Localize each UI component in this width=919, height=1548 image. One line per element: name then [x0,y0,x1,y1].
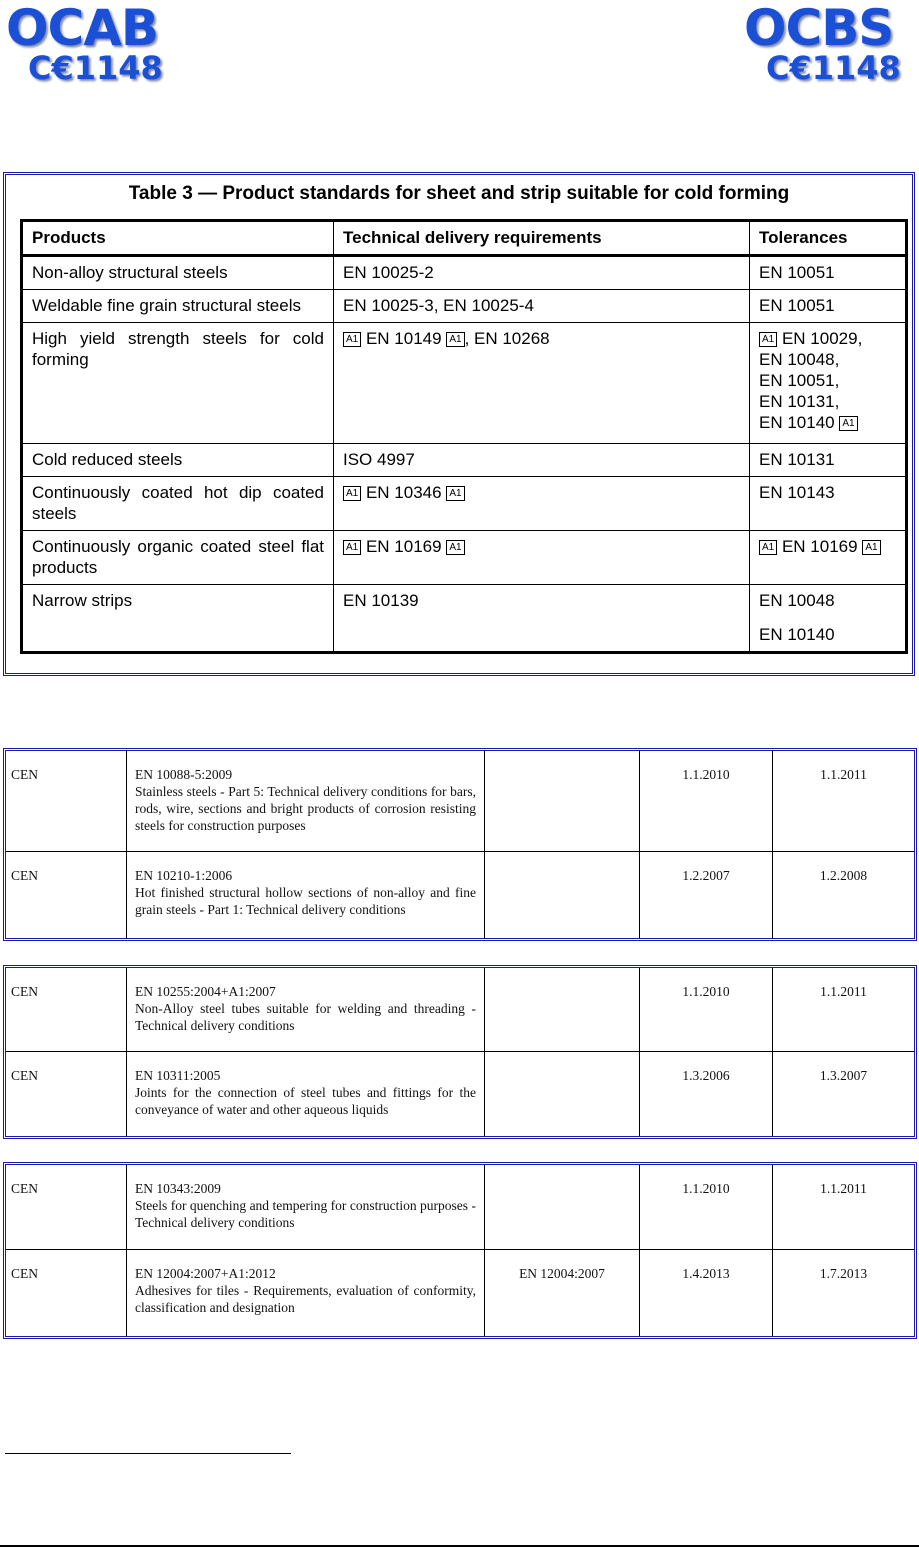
ocab-logo [6,2,181,92]
standard-title: Hot finished structural hollow sections of non-alloy and fine grain steels - Part 1: Technical delivery conditions [135,884,476,917]
cell-technical: EN 10025-3, EN 10025-4 [334,290,750,323]
table-row [22,323,907,444]
standard-ref-extra: , EN 10268 [464,329,550,348]
cell-products: Continuously organic coated steel flat products [22,531,334,585]
cell-date-end: 1.1.2011 [773,751,915,851]
tolerance-line: EN 10131, [759,392,840,411]
amendment-end-mark: A1 [862,540,880,555]
cell-date-end: 1.2.2008 [773,851,915,938]
cell-superseded: EN 12004:2007 [485,1249,640,1336]
cell-org: CEN [6,1051,127,1136]
cell-org: CEN [6,751,127,851]
cell-technical: ISO 4997 [334,444,750,477]
table-row [6,1165,914,1249]
cell-products: High yield strength steels for cold forming [22,323,334,444]
cell-products: Cold reduced steels [22,444,334,477]
table-row [22,290,907,323]
table-row [22,256,907,290]
standard-ref: EN 10210-1:2006 [135,867,233,883]
table-row [6,1249,914,1336]
cell-tolerances: EN 10143 [750,477,907,531]
footnote-separator [5,1453,291,1454]
cell-tolerances [750,585,907,653]
table-header-row [22,221,907,256]
tolerance-line: EN 10048 [759,591,835,610]
table-row [6,968,914,1051]
tolerance-line: EN 10048, [759,350,840,369]
cell-products: Non-alloy structural steels [22,256,334,290]
cell-date-coexistence: 1.2.2007 [640,851,773,938]
cell-org: CEN [6,1165,127,1249]
page-bottom-rule [0,1545,919,1547]
standard-title: Stainless steels - Part 5: Technical delivery conditions for bars, rods, wire, sections and bright products of corrosion resisting steels for construction purposes [135,784,476,833]
cell-date-end: 1.1.2011 [773,1165,915,1249]
header-tolerances: Tolerances [750,221,907,256]
table-row [22,585,907,653]
cell-technical: EN 10025-2 [334,256,750,290]
ce-mark: C€1148 [766,49,901,87]
amendment-end-mark: A1 [446,332,464,347]
cell-technical: EN 10139 [334,585,750,653]
cell-date-coexistence: 1.3.2006 [640,1051,773,1136]
cell-superseded [485,751,640,851]
cell-superseded [485,968,640,1051]
cell-standard [127,751,485,851]
cell-superseded [485,1051,640,1136]
cell-technical [334,531,750,585]
cen-table [6,1165,914,1336]
ce-number: 1148 [73,49,163,87]
cell-superseded [485,851,640,938]
tolerance-line: EN 10029, [781,329,863,348]
amendment-end-mark: A1 [446,486,464,501]
cell-org: CEN [6,851,127,938]
standard-ref: EN 10346 [365,483,442,502]
cen-table [6,968,914,1136]
table-row [6,1051,914,1136]
cen-standards-table-3 [3,1162,917,1339]
cell-date-coexistence: 1.1.2010 [640,968,773,1051]
header-products: Products [22,221,334,256]
standard-title: Joints for the connection of steel tubes and fittings for the conveyance of water and other aqueous liquids [135,1084,476,1117]
logo-title: OCBS [744,0,894,57]
standard-ref: EN 10255:2004+A1:2007 [135,984,276,999]
cell-tolerances: EN 10051 [750,256,907,290]
cell-standard [127,851,485,938]
cell-standard [127,1249,485,1336]
amendment-start-mark: A1 [343,332,361,347]
cell-products: Continuously coated hot dip coated steels [22,477,334,531]
amendment-end-mark: A1 [446,540,464,555]
table-row [6,851,914,938]
cen-standards-table-2 [3,965,917,1139]
table-row [22,477,907,531]
cell-technical [334,477,750,531]
cen-standards-table-1 [3,748,917,941]
standard-ref: EN 12004:2007+A1:2012 [135,1265,276,1281]
amendment-start-mark: A1 [759,540,777,555]
standard-ref: EN 10149 [365,329,442,348]
cell-tolerances: EN 10131 [750,444,907,477]
standard-ref: EN 10169 [781,537,858,556]
cell-date-coexistence: 1.1.2010 [640,1165,773,1249]
cell-standard [127,1051,485,1136]
table-caption: Table 3 — Product standards for sheet and strip suitable for cold forming [128,183,790,204]
standard-title: Non-Alloy steel tubes suitable for welding and threading - Technical delivery conditions [135,1001,476,1033]
standard-ref: EN 10311:2005 [135,1067,221,1083]
tolerance-line: EN 10140 [759,625,835,644]
tolerance-line: EN 10140 [759,413,835,432]
header-technical: Technical delivery requirements [334,221,750,256]
cell-date-coexistence: 1.1.2010 [640,751,773,851]
cell-date-coexistence: 1.4.2013 [640,1249,773,1336]
cell-standard [127,968,485,1051]
product-standards-table [20,219,908,654]
table-row [22,531,907,585]
cell-org: CEN [6,1249,127,1336]
cell-superseded [485,1165,640,1249]
amendment-end-mark: A1 [839,416,857,431]
cell-technical [334,323,750,444]
cell-tolerances [750,323,907,444]
standard-ref: EN 10169 [365,537,442,556]
ce-mark: C€1148 [28,49,163,87]
standard-ref: EN 10088-5:2009 [135,767,233,782]
cell-standard [127,1165,485,1249]
cell-tolerances [750,531,907,585]
standard-title: Adhesives for tiles - Requirements, evaluation of conformity, classification and designation [135,1282,476,1315]
logo-title: OCAB [6,0,159,57]
cen-table [6,751,914,938]
cell-date-end: 1.7.2013 [773,1249,915,1336]
cell-tolerances: EN 10051 [750,290,907,323]
table-row [22,444,907,477]
cell-date-end: 1.1.2011 [773,968,915,1051]
amendment-start-mark: A1 [343,486,361,501]
ce-number: 1148 [811,49,901,87]
tolerance-line: EN 10051, [759,371,840,390]
table-3-frame [3,172,915,676]
cell-date-end: 1.3.2007 [773,1051,915,1136]
ocbs-logo [742,2,917,92]
table-row [6,751,914,851]
cell-org: CEN [6,968,127,1051]
standard-title: Steels for quenching and tempering for construction purposes - Technical delivery conditions [135,1198,476,1230]
standard-ref: EN 10343:2009 [135,1181,221,1196]
cell-products: Narrow strips [22,585,334,653]
amendment-start-mark: A1 [759,332,777,347]
cell-products: Weldable fine grain structural steels [22,290,334,323]
amendment-start-mark: A1 [343,540,361,555]
